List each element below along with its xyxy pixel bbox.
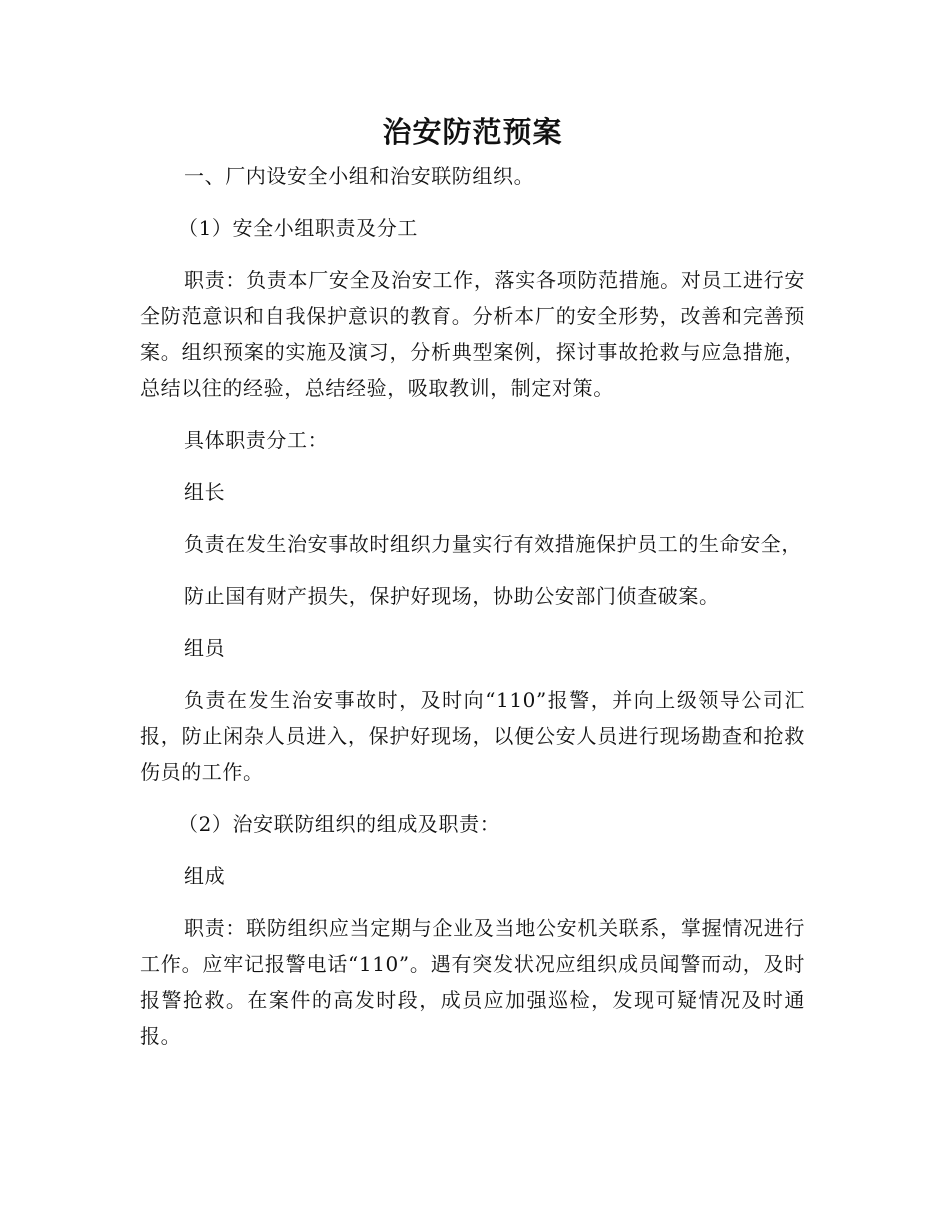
section-heading-1: 一、厂内设安全小组和治安联防组织。 <box>184 164 535 188</box>
paragraph-joint-defense-duties: 职责：联防组织应当定期与企业及当地公安机关联系，掌握情况进行工作。应牢记报警电话“110”。遇有突发状况应组织成员闻警而动，及时报警抢救。在案件的高发时段，成员应加强巡检，发现可疑情况及时通报。 <box>140 916 805 1048</box>
paragraph-leader-duty-2: 防止国有财产损失，保护好现场，协助公安部门侦查破案。 <box>184 584 720 608</box>
role-label-leader: 组长 <box>184 480 226 504</box>
paragraph-duties: 职责：负责本厂安全及治安工作，落实各项防范措施。对员工进行安全防范意识和自我保护意识的教育。分析本厂的安全形势，改善和完善预案。组织预案的实施及演习，分析典型案例，探讨事故抢救与应急措施，总结以往的经验，总结经验，吸取教训，制定对策。 <box>140 268 805 400</box>
paragraph-leader-duty-1: 负责在发生治安事故时组织力量实行有效措施保护员工的生命安全， <box>184 532 802 556</box>
paragraph-member-duty: 负责在发生治安事故时，及时向“110”报警，并向上级领导公司汇报，防止闲杂人员进入，保护好现场，以便公安人员进行现场勘查和抢救伤员的工作。 <box>140 688 805 784</box>
subsection-heading-2: （2）治安联防组织的组成及职责： <box>178 812 501 836</box>
document-title: 治安防范预案 <box>382 115 563 149</box>
role-label-member: 组员 <box>184 636 226 660</box>
document-page <box>140 110 805 1070</box>
subsection-heading-1: （1）安全小组职责及分工 <box>178 216 418 240</box>
paragraph-division-heading: 具体职责分工： <box>184 428 329 452</box>
role-label-composition: 组成 <box>184 864 226 888</box>
